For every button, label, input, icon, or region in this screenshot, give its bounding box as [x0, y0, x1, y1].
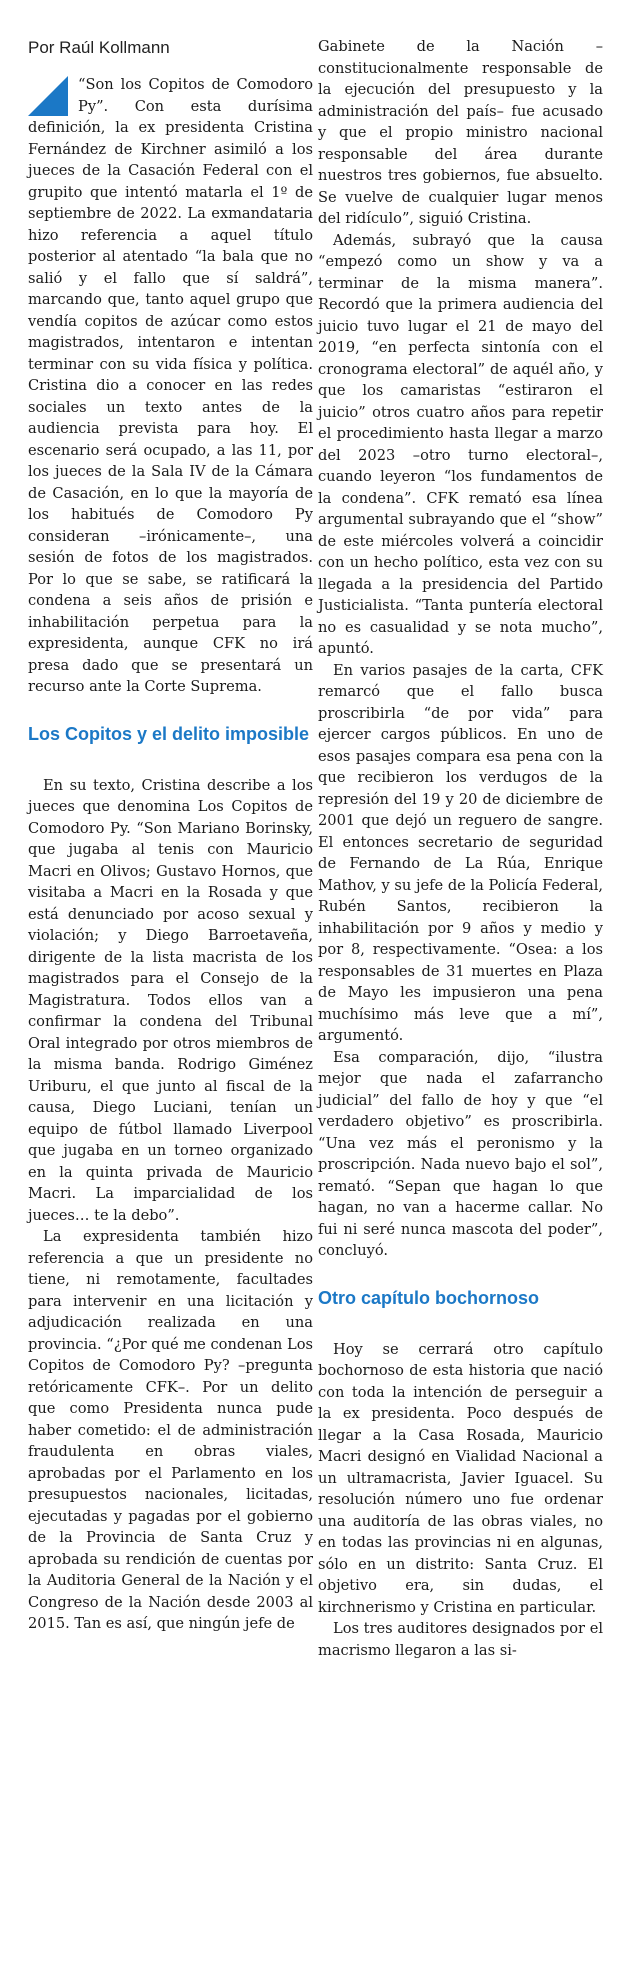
paragraph: La expresidenta también hizo referencia a que un presidente no tiene, ni remotamente, facultades para intervenir en una licitación y adjudicación realizada en una provincia. “¿Por qué me condenan Los Copitos de Comodoro Py? –pregunta retóricamente CFK–. Por un delito que como Presidenta nunca pude haber cometido: el de administración fraudulenta en obras viales, aprobadas por el Parlamento en los presupuestos nacionales, licitadas, ejecutadas y pagadas por el gobierno de la Provincia de Santa Cruz y aprobada su rendición de cuentas por la Auditoria General de la Nación y el Congreso de la Nación desde 2003 al 2015. Tan es así, que ningún jefe de — [28, 1228, 313, 1632]
left-column — [28, 0, 313, 1635]
subhead-otro-capitulo: Otro capítulo bochornoso — [318, 1287, 539, 1308]
byline: Por Raúl Kollmann — [28, 38, 170, 57]
paragraph: Esa comparación, dijo, “ilustra mejor que nada el zafarrancho judicial” del fallo de hoy y que “el verdadero objetivo” es proscribirla. “Una vez más el peronismo y la proscripción. Nada nuevo bajo el sol”, remató. “Sepan que hagan lo que hagan, no van a hacerme callar. No fui ni seré nunca mascota del poder”, concluyó. — [318, 1048, 603, 1259]
lead-paragraph: “Son los Copitos de Comodoro Py”. Con esta durísima definición, la ex presidenta Cristina Fernández de Kirchner asimiló a los jueces de la Casación Federal con el grupito que intentó matarla el 1º de septiembre de 2022. La exmandataria hizo referencia a aquel título posterior al atentado “la bala que no salió y el fallo que sí saldrá”, marcando que, tanto aquel grupo que vendía copitos de azúcar como estos magistrados, intentaron e intentan terminar con su vida física y política. Cristina dio a conocer en las redes sociales un texto antes de la audiencia prevista para hoy. El escenario será ocupado, a las 11, por los jueces de la Sala IV de la Cámara de Casación, en lo que la mayoría de los habitués de Comodoro Py consideran –irónicamente–, una sesión de fotos de los magistrados. Por lo que se sabe, se ratificará la condena a seis años de prisión e inhabilitación perpetua para la expresidenta, aunque CFK no irá presa dado que se presentará un recurso ante la Corte Suprema. — [28, 76, 313, 695]
lead-triangle-icon — [28, 76, 68, 116]
paragraph: Gabinete de la Nación –constitucionalmente responsable de la ejecución del presupuesto y la administración del país– fue acusado y que el propio ministro nacional responsable del área durante nuestros tres gobiernos, fue absuelto. Se vuelve de cualquier lugar menos del ridículo”, siguió Cristina. — [318, 38, 603, 227]
paragraph: En varios pasajes de la carta, CFK remarcó que el fallo busca proscribirla “de por vida” para ejercer cargos públicos. En uno de esos pasajes compara esa pena con la que recibieron los verdugos de la represión del 19 y 20 de diciembre de 2001 que dejó un reguero de sangre. El entonces secretario de seguridad de Fernando de La Rúa, Enrique Mathov, y su jefe de la Policía Federal, Rubén Santos, recibieron la inhabilitación por 9 años y medio y por 8, respectivamente. “Osea: a los responsables de 31 muertes en Plaza de Mayo les impusieron una pena muchísimo más leve que a mí”, argumentó. — [318, 661, 603, 1044]
paragraph: Además, subrayó que la causa “empezó como un show y va a terminar de la misma manera”. Recordó que la primera audiencia del juicio tuvo lugar el 21 de mayo del 2019, “en perfecta sintonía con el cronograma electoral” de aquél año, y que los camaristas “estiraron el juicio” otros cuatro años para repetir el procedimiento hasta llegar a marzo del 2023 –otro turno electoral–, cuando leyeron “los fundamentos de la condena”. CFK remató esa línea argumental subrayando que el “show” de este miércoles volverá a coincidir con un hecho político, esta vez con su llegada a la presidencia del Partido Justicialista. “Tanta puntería electoral no es casualidad y se nota mucho”, apuntó. — [318, 231, 603, 657]
paragraph: Hoy se cerrará otro capítulo bochornoso de esta historia que nació con toda la intención de perseguir a la ex presidenta. Poco después de llegar a la Casa Rosada, Mauricio Macri designó en Vialidad Nacional a un ultramacrista, Javier Iguacel. Su resolución número uno fue ordenar una auditoría de las obras viales, no en todas las provincias ni en algunas, sólo en un distrito: Santa Cruz. El objetivo era, sin dudas, el kirchnerismo y Cristina en particular. — [318, 1340, 603, 1616]
subhead-copitos: Los Copitos y el delito imposible — [28, 723, 310, 744]
paragraph: En su texto, Cristina describe a los jueces que denomina Los Copitos de Comodoro Py. “Son Mariano Borinsky, que jugaba al tenis con Mauricio Macri en Olivos; Gustavo Hornos, que visitaba a Macri en la Rosada y que está denunciado por acoso sexual y violación; y Diego Barroetaveña, dirigente de la lista macrista de los magistrados para el Consejo de la Magistratura. Todos ellos van a confirmar la condena del Tribunal Oral integrado por otros miembros de la misma banda. Rodrigo Giménez Uriburu, el que junto al fiscal de la causa, Diego Luciani, tenían un equipo de fútbol llamado Liverpool que jugaba en un torneo organizado en la quinta privada de Mauricio Macri. La imparcialidad de los jueces… te la debo”. — [28, 776, 313, 1224]
paragraph: Los tres auditores designados por el macrismo llegaron a las si- — [318, 1620, 603, 1659]
right-column — [318, 0, 603, 1661]
